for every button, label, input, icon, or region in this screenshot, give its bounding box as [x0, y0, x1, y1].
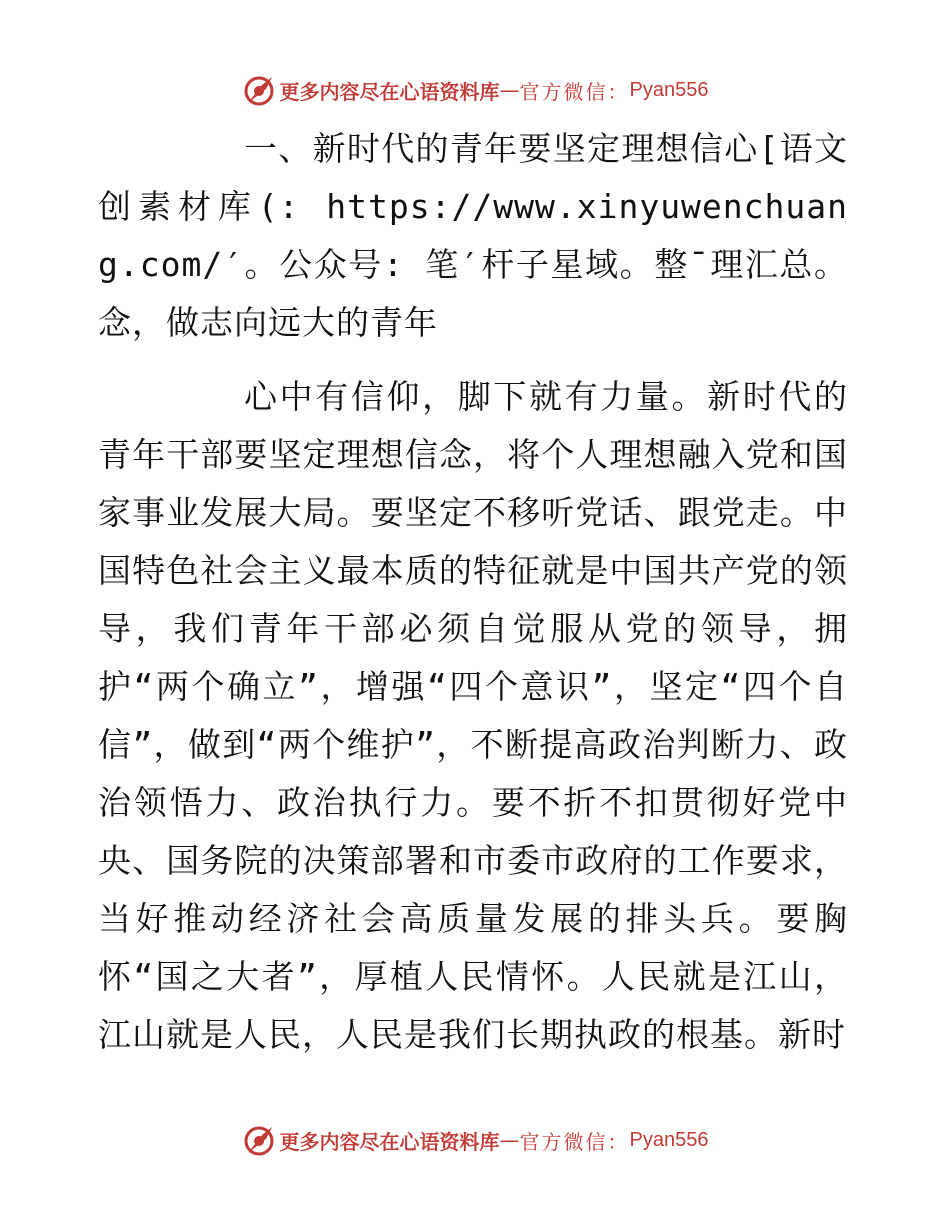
footer-separator: —: [499, 1128, 520, 1152]
footer-official-label: 官方微信：: [519, 1129, 630, 1154]
header-official-label: 官方微信：: [519, 79, 630, 104]
paragraph-body: 心中有信仰，脚下就有力量。新时代的青年干部要坚定理想信念，将个人理想融入党和国家事业发展大局。要坚定不移听党话、跟党走。中国特色社会主义最本质的特征就是中国共产党的领导，我们青年干部必须自觉服从党的领导，拥护“两个确立”，增强“四个意识”，坚定“四个自信”，做到“两个维护”，不断提高政治判断力、政治领悟力、政治执行力。要不折不扣贯彻好党中央、国务院的决策部署和市委市政府的工作要求，当好推动经济社会高质量发展的排头兵。要胸怀“国之大者”，厚植人民情怀。人民就是江山，江山就是人民，人民是我们长期执政的根基。新时: [98, 377, 848, 1054]
footer-brand: 更多内容尽在心语资料库: [279, 1129, 500, 1154]
header-brand: 更多内容尽在心语资料库: [279, 79, 500, 104]
quill-logo-icon: [242, 73, 276, 107]
header-wechat-id: Pyan556: [629, 78, 709, 101]
paragraph-heading: 一、新时代的青年要坚定理想信心[语文创素材库(: https://www.xinyuwenchuang.com/′。公众号: 笔′杆子星域。整¯理汇总。念，做志向远大的青年: [98, 129, 848, 342]
header-separator: —: [499, 78, 520, 102]
quill-logo-icon: [242, 1123, 276, 1157]
document-body: [98, 120, 848, 1064]
footer-banner: [0, 1120, 950, 1160]
header-banner: [0, 70, 950, 110]
footer-wechat-id: Pyan556: [629, 1128, 709, 1151]
